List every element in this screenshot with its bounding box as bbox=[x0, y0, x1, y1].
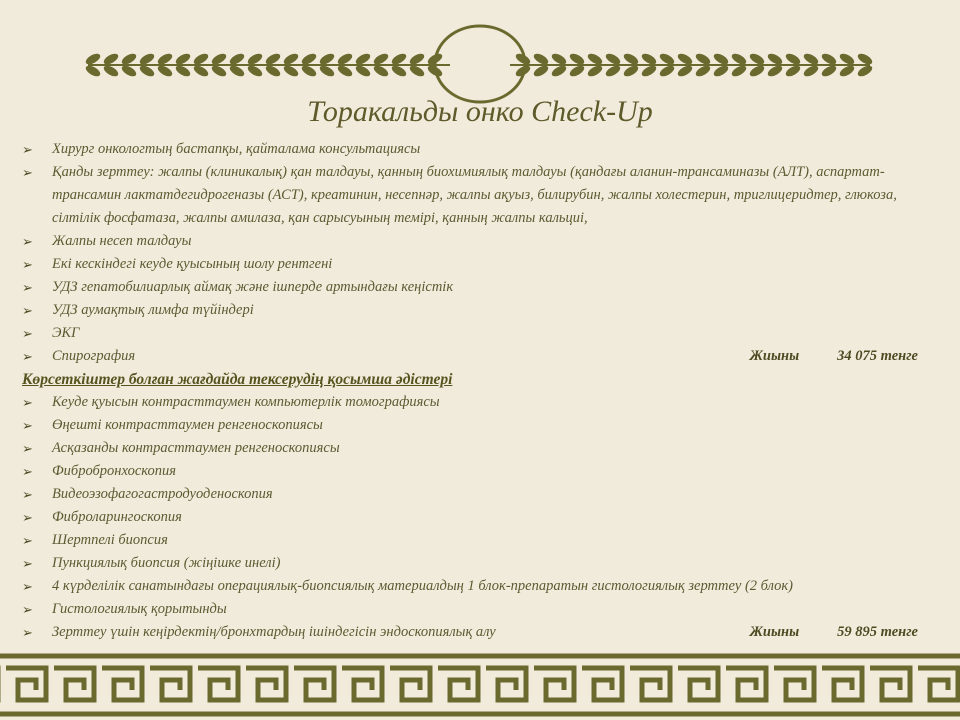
arrow-bullet-icon: ➢ bbox=[22, 533, 33, 548]
arrow-bullet-icon: ➢ bbox=[22, 602, 33, 617]
list-item: ➢ Фиброларингоскопия bbox=[22, 506, 942, 529]
main-list bbox=[22, 138, 942, 368]
arrow-bullet-icon: ➢ bbox=[22, 395, 33, 410]
list-item: ➢ Екі кескіндегі кеуде қуысының шолу рентгені bbox=[22, 253, 942, 276]
arrow-bullet-icon: ➢ bbox=[22, 487, 33, 502]
list-item: ➢ УДЗ гепатобилиарлық аймақ және ішперде артындағы кеңістік bbox=[22, 276, 942, 299]
additional-list bbox=[22, 391, 942, 644]
arrow-bullet-icon: ➢ bbox=[22, 165, 33, 180]
list-item: ➢ 4 күрделілік санатындағы операциялық-биопсиялық материалдың 1 блок-препаратын гистологиялық зерттеу (2 блок) bbox=[22, 575, 942, 598]
arrow-bullet-icon: ➢ bbox=[22, 510, 33, 525]
list-item: ➢ Фибробронхоскопия bbox=[22, 460, 942, 483]
list-item: ➢ Спирография Жиыны 34 075 тенге bbox=[22, 345, 942, 368]
arrow-bullet-icon: ➢ bbox=[22, 625, 33, 640]
list-item: ➢ Хирург онкологтың бастапқы, қайталама консультациясы bbox=[22, 138, 942, 161]
arrow-bullet-icon: ➢ bbox=[22, 579, 33, 594]
list-item: ➢ ЭКГ bbox=[22, 322, 942, 345]
laurel-right-branch bbox=[510, 52, 874, 79]
arrow-bullet-icon: ➢ bbox=[22, 142, 33, 157]
content bbox=[22, 138, 942, 644]
list-item: ➢ Зерттеу үшін кеңірдектің/бронхтардың ішіндегісін эндоскопиялық алу Жиыны 59 895 тенге bbox=[22, 621, 942, 644]
arrow-bullet-icon: ➢ bbox=[22, 234, 33, 249]
arrow-bullet-icon: ➢ bbox=[22, 418, 33, 433]
arrow-bullet-icon: ➢ bbox=[22, 349, 33, 364]
total-label: Жиыны bbox=[749, 624, 800, 640]
list-item: ➢ Қанды зерттеу: жалпы (клиникалық) қан талдауы, қанның биохимиялық талдауы (қандағы аланин-трансаминазы (АЛТ), аспартат-трансамин лактатдегидрогеназы (АСТ), креатинин, несепнәр, жалпы ақуыз, билирубин, жалпы холестерин, триглицеридтер, глюкоза, сілтілік фосфатаза, жалпы амилаза, қан сарысуының темірі, қанның жалпы кальциі, bbox=[22, 161, 942, 230]
arrow-bullet-icon: ➢ bbox=[22, 303, 33, 318]
additional-methods-heading: Көрсеткіштер болған жағдайда тексерудің қосымша әдістері bbox=[22, 371, 453, 388]
list-item: ➢ Өңешті контрасттаумен ренгеноскопиясы bbox=[22, 414, 942, 437]
page-title: Торакальды онко Сheck-Up bbox=[307, 95, 653, 128]
arrow-bullet-icon: ➢ bbox=[22, 280, 33, 295]
total-value: 34 075 тенге bbox=[837, 348, 918, 364]
list-item: ➢ Видеоэзофагогастродуоденоскопия bbox=[22, 483, 942, 506]
greek-key-border bbox=[0, 652, 960, 720]
arrow-bullet-icon: ➢ bbox=[22, 464, 33, 479]
arrow-bullet-icon: ➢ bbox=[22, 556, 33, 571]
list-item: ➢ УДЗ аумақтық лимфа түйіндері bbox=[22, 299, 942, 322]
list-item: ➢ Гистологиялық қорытынды bbox=[22, 598, 942, 621]
list-item: ➢ Асқазанды контрасттаумен ренгеноскопиясы bbox=[22, 437, 942, 460]
arrow-bullet-icon: ➢ bbox=[22, 257, 33, 272]
arrow-bullet-icon: ➢ bbox=[22, 441, 33, 456]
total-label: Жиыны bbox=[749, 348, 800, 364]
list-item: ➢ Пункциялық биопсия (жіңішке инелі) bbox=[22, 552, 942, 575]
arrow-bullet-icon: ➢ bbox=[22, 326, 33, 341]
laurel-left-branch bbox=[84, 52, 450, 79]
list-item: ➢ Жалпы несеп талдауы bbox=[22, 230, 942, 253]
list-item: ➢ Кеуде қуысын контрасттаумен компьютерлік томографиясы bbox=[22, 391, 942, 414]
total-1 bbox=[750, 345, 918, 368]
total-2 bbox=[750, 621, 918, 644]
total-value: 59 895 тенге bbox=[837, 624, 918, 640]
list-item: ➢ Шертпелі биопсия bbox=[22, 529, 942, 552]
